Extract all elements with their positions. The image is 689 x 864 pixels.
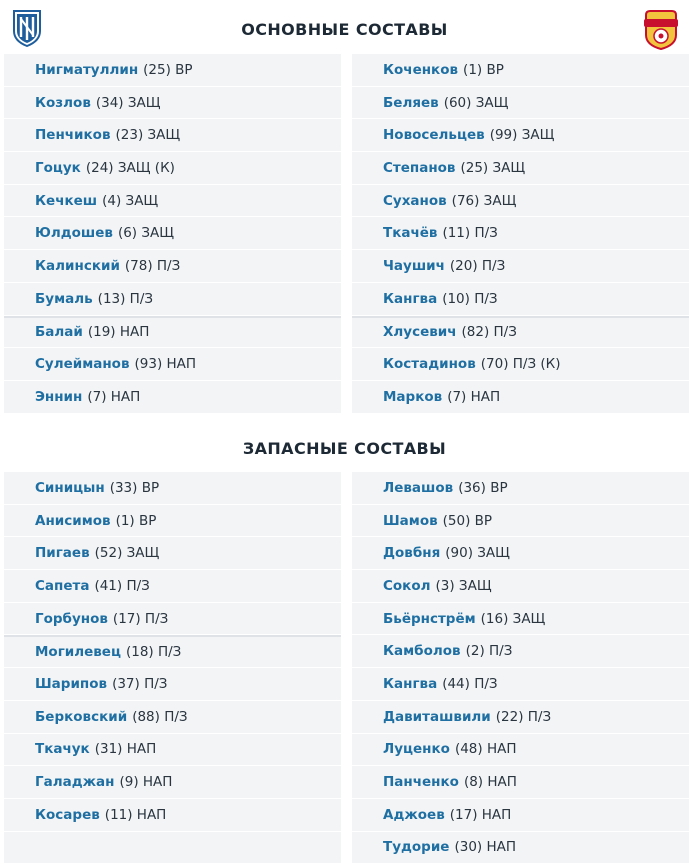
player-row[interactable] <box>352 250 689 283</box>
player-row[interactable] <box>4 119 341 152</box>
player-number-position: (93) НАП <box>134 356 197 373</box>
player-row[interactable] <box>4 316 341 349</box>
player-name-link[interactable]: Шарипов <box>35 675 108 692</box>
player-number-position: (34) ЗАЩ <box>95 94 161 111</box>
player-name-link[interactable]: Анисимов <box>35 512 111 529</box>
player-number-position: (11) П/З <box>442 225 498 242</box>
player-name-link[interactable]: Калинский <box>35 257 120 274</box>
player-number-position: (24) ЗАЩ (К) <box>85 159 175 176</box>
starting-lineups-title: ОСНОВНЫЕ СОСТАВЫ <box>241 20 448 39</box>
player-number-position: (52) ЗАЩ <box>94 545 160 562</box>
player-name-link[interactable]: Чаушич <box>383 257 445 274</box>
player-row[interactable] <box>4 87 341 120</box>
player-name-link[interactable]: Ткачёв <box>383 225 438 242</box>
player-row[interactable] <box>352 766 689 799</box>
player-number-position: (50) ВР <box>442 512 493 529</box>
player-row[interactable] <box>352 87 689 120</box>
substitutes-section <box>0 422 689 856</box>
player-name-link[interactable]: Довбня <box>383 545 441 562</box>
player-name-link[interactable]: Бьёрнстрём <box>383 610 476 627</box>
player-number-position: (70) П/З (К) <box>480 356 561 373</box>
away-team-logo-icon[interactable] <box>640 9 682 51</box>
player-row[interactable] <box>352 832 689 864</box>
player-row[interactable] <box>352 152 689 185</box>
starting-lineups-section <box>0 0 689 405</box>
player-name-link[interactable]: Кангва <box>383 290 438 307</box>
starting-lineups-header <box>0 0 689 54</box>
player-number-position: (36) ВР <box>458 479 508 496</box>
player-name-link[interactable]: Пигаев <box>35 545 90 562</box>
player-name-link[interactable]: Марков <box>383 388 443 405</box>
substitutes-header <box>0 422 689 472</box>
player-number-position: (90) ЗАЩ <box>445 545 510 562</box>
player-name-link[interactable]: Хлусевич <box>383 324 457 341</box>
player-name-link[interactable]: Галаджан <box>35 774 115 791</box>
player-row[interactable] <box>352 348 689 381</box>
player-number-position: (99) ЗАЩ <box>489 127 555 144</box>
player-number-position: (17) НАП <box>449 806 512 823</box>
player-number-position: (11) НАП <box>104 806 167 823</box>
player-row[interactable] <box>352 570 689 603</box>
substitutes-title: ЗАПАСНЫЕ СОСТАВЫ <box>242 439 447 458</box>
player-row[interactable] <box>352 316 689 349</box>
player-row[interactable] <box>352 381 689 414</box>
player-name-link[interactable]: Новосельцев <box>383 127 485 144</box>
player-row[interactable] <box>4 505 341 538</box>
player-name-link[interactable]: Суханов <box>383 192 447 209</box>
player-row[interactable] <box>4 635 341 668</box>
player-row[interactable] <box>4 766 341 799</box>
player-number-position: (1) ВР <box>115 512 157 529</box>
player-row[interactable] <box>352 217 689 250</box>
player-number-position: (30) НАП <box>454 839 517 856</box>
player-number-position: (18) П/З <box>125 644 182 661</box>
player-number-position: (13) П/З <box>97 290 154 307</box>
player-row[interactable] <box>352 54 689 87</box>
player-row[interactable] <box>352 701 689 734</box>
player-row[interactable] <box>352 668 689 701</box>
player-name-link[interactable]: Сокол <box>383 577 431 594</box>
player-row[interactable] <box>4 185 341 218</box>
player-number-position: (82) П/З <box>461 324 517 341</box>
player-name-link[interactable]: Бумаль <box>35 290 93 307</box>
player-row[interactable] <box>4 472 341 505</box>
player-number-position: (76) ЗАЩ <box>451 192 517 209</box>
player-number-position: (25) ВР <box>143 61 193 78</box>
player-number-position: (17) П/З <box>112 610 169 627</box>
player-row[interactable] <box>4 217 341 250</box>
player-number-position: (48) НАП <box>454 741 517 758</box>
player-name-link[interactable]: Косарев <box>35 806 100 823</box>
away-starting-list <box>352 54 689 414</box>
player-name-link[interactable]: Берковский <box>35 708 128 725</box>
player-number-position: (23) ЗАЩ <box>115 127 181 144</box>
player-number-position: (22) П/З <box>495 708 552 725</box>
player-name-link[interactable]: Сулейманов <box>35 356 130 373</box>
player-number-position: (25) ЗАЩ <box>460 159 526 176</box>
player-name-link[interactable]: Козлов <box>35 94 91 111</box>
player-number-position: (33) ВР <box>109 479 160 496</box>
player-name-link[interactable]: Панченко <box>383 774 459 791</box>
player-name-link[interactable]: Эннин <box>35 388 83 405</box>
player-name-link[interactable]: Могилевец <box>35 644 121 661</box>
player-row[interactable] <box>4 570 341 603</box>
player-name-link[interactable]: Луценко <box>383 741 450 758</box>
player-row[interactable] <box>4 799 341 832</box>
player-row[interactable] <box>4 152 341 185</box>
player-row[interactable] <box>352 799 689 832</box>
player-number-position: (60) ЗАЩ <box>443 94 509 111</box>
player-row[interactable] <box>352 734 689 767</box>
player-row[interactable] <box>352 472 689 505</box>
player-name-link[interactable]: Аджоев <box>383 806 445 823</box>
player-name-link[interactable]: Давиташвили <box>383 708 491 725</box>
player-name-link[interactable]: Коченков <box>383 61 459 78</box>
player-number-position: (7) НАП <box>447 388 501 405</box>
player-number-position: (1) ВР <box>463 61 504 78</box>
player-name-link[interactable]: Гоцук <box>35 159 81 176</box>
player-row[interactable] <box>4 668 341 701</box>
player-name-link[interactable]: Беляев <box>383 94 439 111</box>
player-name-link[interactable]: Сапета <box>35 577 90 594</box>
player-row[interactable] <box>4 832 341 864</box>
player-row[interactable] <box>4 701 341 734</box>
player-row[interactable] <box>4 348 341 381</box>
away-substitutes-list <box>352 472 689 864</box>
player-number-position: (41) П/З <box>94 577 150 594</box>
player-row[interactable] <box>4 54 341 87</box>
player-name-link[interactable]: Синицын <box>35 479 105 496</box>
player-name-link[interactable]: Пенчиков <box>35 127 111 144</box>
player-number-position: (16) ЗАЩ <box>480 610 546 627</box>
player-number-position: (8) НАП <box>463 774 517 791</box>
player-row[interactable] <box>352 603 689 636</box>
player-name-link[interactable]: Тудорие <box>383 839 450 856</box>
player-name-link[interactable]: Юлдошев <box>35 225 113 242</box>
player-row[interactable] <box>352 537 689 570</box>
home-starting-list <box>4 54 341 414</box>
player-number-position: (88) П/З <box>132 708 188 725</box>
player-row[interactable] <box>4 537 341 570</box>
player-row[interactable] <box>4 734 341 767</box>
player-row[interactable] <box>352 119 689 152</box>
home-substitutes-list <box>4 472 341 864</box>
player-number-position: (6) ЗАЩ <box>117 225 175 242</box>
player-number-position: (19) НАП <box>87 324 150 341</box>
player-number-position: (78) П/З <box>124 257 181 274</box>
player-name-link[interactable]: Кечкеш <box>35 192 98 209</box>
player-number-position: (7) НАП <box>87 388 141 405</box>
player-row[interactable] <box>4 603 341 636</box>
player-row[interactable] <box>352 635 689 668</box>
player-name-link[interactable]: Нигматуллин <box>35 61 139 78</box>
player-number-position: (10) П/З <box>442 290 498 307</box>
player-number-position: (37) П/З <box>112 675 168 692</box>
player-number-position: (4) ЗАЩ <box>102 192 159 209</box>
player-name-link[interactable]: Горбунов <box>35 610 108 627</box>
player-name-link[interactable]: Степанов <box>383 159 456 176</box>
player-number-position: (44) П/З <box>442 675 498 692</box>
player-number-position: (20) П/З <box>449 257 506 274</box>
player-row[interactable] <box>352 185 689 218</box>
player-row[interactable] <box>4 381 341 414</box>
player-row[interactable] <box>352 283 689 316</box>
player-number-position: (9) НАП <box>119 774 173 791</box>
player-number-position: (3) ЗАЩ <box>435 577 492 594</box>
player-row[interactable] <box>4 283 341 316</box>
player-name-link[interactable]: Кангва <box>383 675 438 692</box>
player-name-link[interactable]: Ткачук <box>35 741 90 758</box>
player-number-position: (31) НАП <box>94 741 157 758</box>
player-name-link[interactable]: Левашов <box>383 479 454 496</box>
player-number-position: (2) П/З <box>465 643 513 660</box>
player-name-link[interactable]: Балай <box>35 324 83 341</box>
player-name-link[interactable]: Камболов <box>383 643 461 660</box>
player-row[interactable] <box>4 250 341 283</box>
player-name-link[interactable]: Костадинов <box>383 356 476 373</box>
player-row[interactable] <box>352 505 689 538</box>
player-name-link[interactable]: Шамов <box>383 512 438 529</box>
